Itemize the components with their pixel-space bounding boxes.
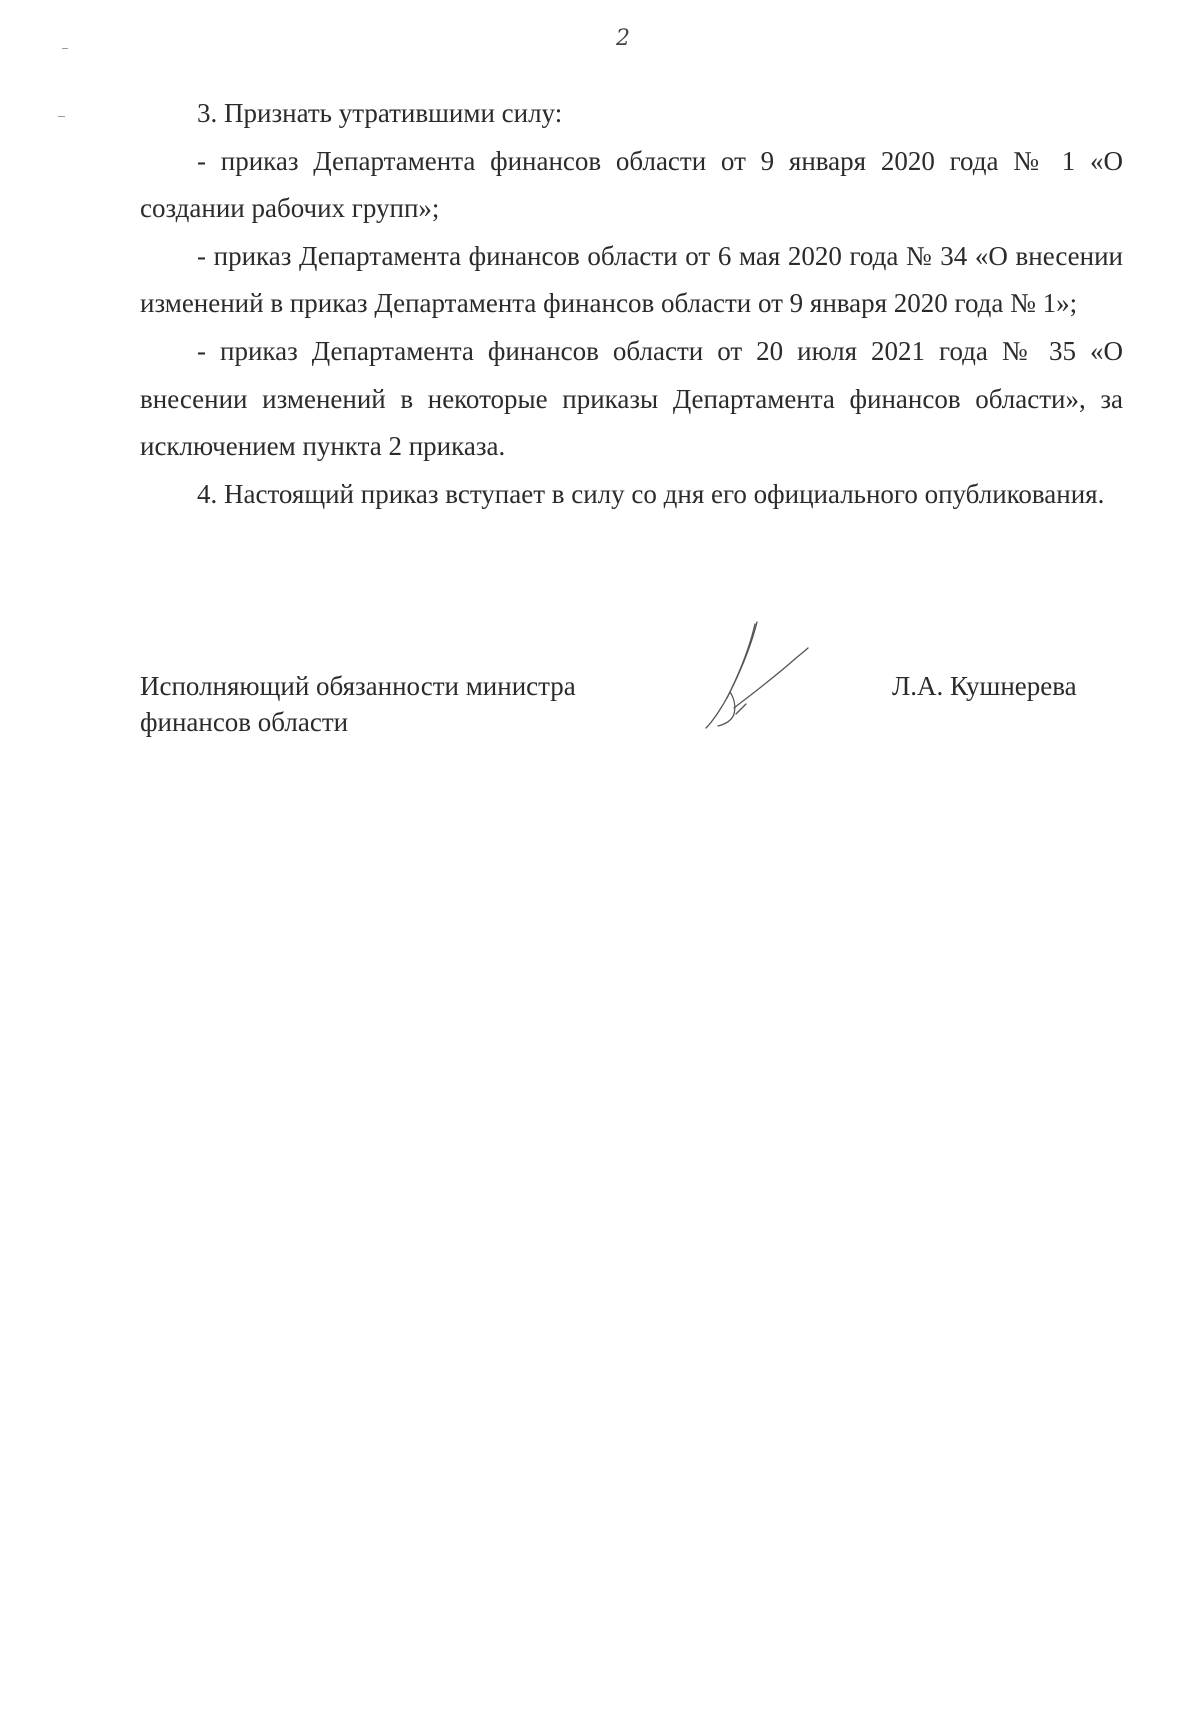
signatory-title: [140, 668, 660, 740]
paragraph-repeal-order-34: - приказ Департамента финансов области от 6 мая 2020 года № 34 «О внесении изменений в приказ Департамента финансов области от 9 января 2020 года № 1»;: [140, 240, 1123, 319]
signatory-title-line-2: финансов области: [140, 707, 349, 737]
page-number: 2: [616, 26, 630, 51]
signatory-title-line-1: Исполняющий обязанности министра: [140, 671, 576, 701]
paragraph-item-4: 4. Настоящий приказ вступает в силу со дня его официального опубликования.: [197, 478, 1105, 509]
paragraph-item-3: 3. Признать утратившими силу:: [197, 98, 563, 128]
paragraph-repeal-order-35: - приказ Департамента финансов области от 20 июля 2021 года № 35 «О внесении изменений в некоторые приказы Департамента финансов области», за исключением пункта 2 приказа.: [140, 335, 1123, 462]
paragraph-repeal-order-1: - приказ Департамента финансов области от 9 января 2020 года № 1 «О создании рабочих групп»;: [140, 145, 1123, 224]
document-body: [140, 90, 1123, 518]
scan-mark: [58, 116, 65, 117]
scan-mark: [62, 48, 68, 49]
handwritten-signature: [700, 620, 810, 730]
signature-block: [140, 668, 1123, 738]
signatory-name: Л.А. Кушнерева: [892, 671, 1077, 701]
